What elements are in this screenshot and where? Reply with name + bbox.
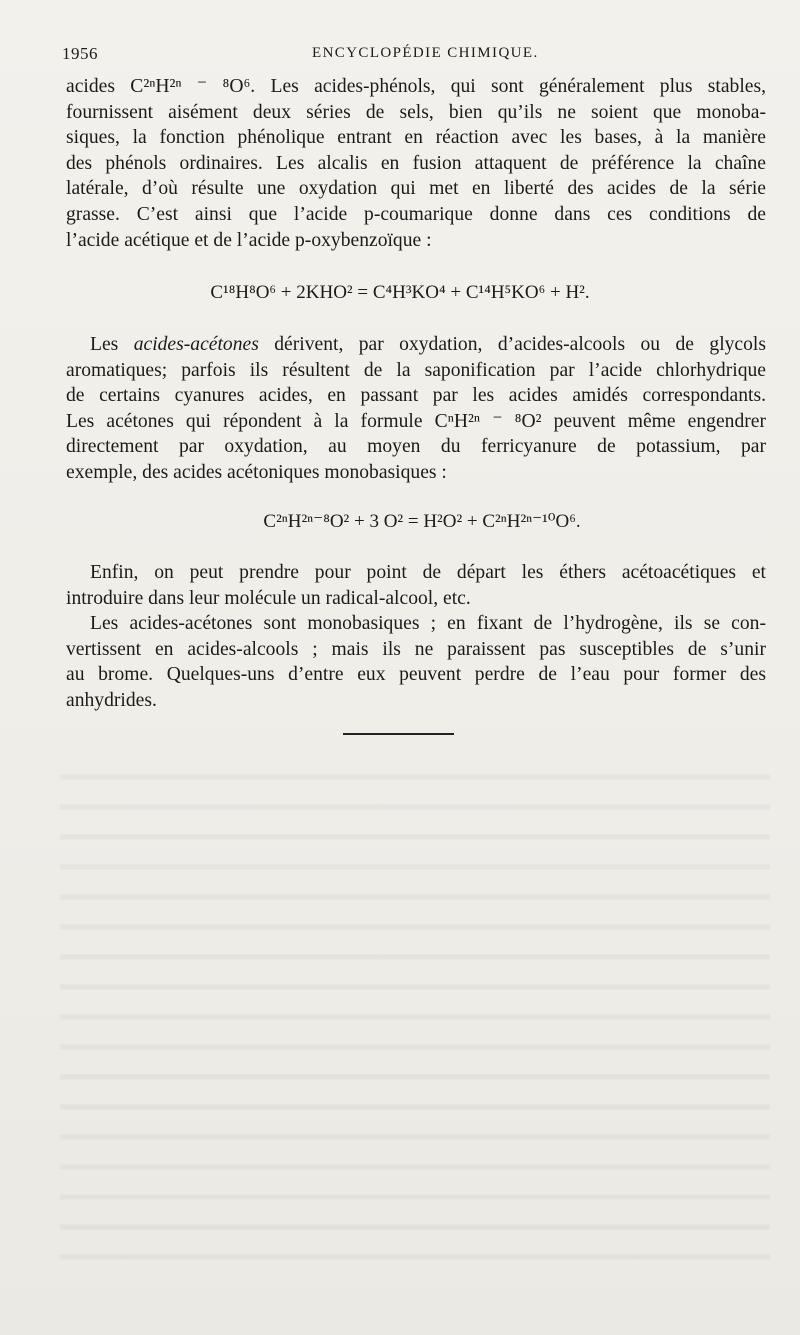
text-line: introduire dans leur molécule un radical-alcool, etc. — [66, 587, 471, 609]
text-line: des phénols ordinaires. Les alcalis en fusion attaquent de préférence la chaîne — [66, 152, 766, 174]
text-line: acides C²ⁿH²ⁿ ⁻ ⁸O⁶. Les acides-phénols, qui sont généralement plus stables, — [66, 76, 766, 97]
text-line: fournissent aisément deux séries de sels, bien qu’ils ne soient que monoba- — [66, 101, 766, 123]
text-line: Les acétones qui répondent à la formule CⁿH²ⁿ ⁻ ⁸O² peuvent même engendrer — [66, 410, 766, 432]
text-line: aromatiques; parfois ils résultent de la saponification par l’acide chlorhydrique — [66, 359, 766, 381]
text-line: Les acides-acétones dérivent, par oxydation, d’acides-alcools ou de glycols — [90, 334, 766, 355]
text-line: au brome. Quelques-uns d’entre eux peuvent perdre de l’eau pour former des — [66, 664, 766, 686]
running-title: ENCYCLOPÉDIE CHIMIQUE. — [312, 45, 539, 61]
text-line: exemple, des acides acétoniques monobasiques : — [66, 461, 447, 483]
text-line: de certains cyanures acides, en passant par les acides amidés correspondants. — [66, 385, 766, 407]
paragraph-monobasiques — [66, 611, 766, 713]
text-line: anhydrides. — [66, 689, 157, 711]
italic-term: acides-acétones — [133, 334, 259, 355]
text-line: latérale, d’où résulte une oxydation qui met en liberté des acides de la série — [66, 178, 766, 200]
text-line: Les acides-acétones sont monobasiques ; en fixant de l’hydrogène, ils se con- — [90, 613, 766, 634]
bleed-through-texture — [60, 760, 770, 1280]
text-line: directement par oxydation, au moyen du ferricyanure de potassium, par — [66, 436, 766, 458]
text-line: grasse. C’est ainsi que l’acide p-coumarique donne dans ces conditions de — [66, 203, 766, 225]
formula-acides-acetoniques: C²ⁿH²ⁿ⁻⁸O² + 3 O² = H²O² + C²ⁿH²ⁿ⁻¹⁰O⁶. — [263, 511, 581, 532]
paragraph-enfin — [66, 560, 766, 611]
formula-p-coumarique: C¹⁸H⁸O⁶ + 2KHO² = C⁴H³KO⁴ + C¹⁴H⁵KO⁶ + H². — [210, 282, 590, 303]
text-line: vertissent en acides-alcools ; mais ils ne paraissent pas susceptibles de s’unir — [66, 638, 766, 660]
text-line: l’acide acétique et de l’acide p-oxybenzoïque : — [66, 229, 432, 251]
page-header — [62, 44, 764, 66]
page-number: 1956 — [62, 44, 98, 63]
section-end-rule — [343, 733, 454, 735]
text-line: Enfin, on peut prendre pour point de départ les éthers acétoacétiques et — [90, 562, 766, 583]
text-line: siques, la fonction phénolique entrant en réaction avec les bases, à la manière — [66, 127, 766, 149]
paragraph-acides-acetones — [66, 332, 766, 486]
paragraph-acides-phenols — [66, 74, 766, 253]
